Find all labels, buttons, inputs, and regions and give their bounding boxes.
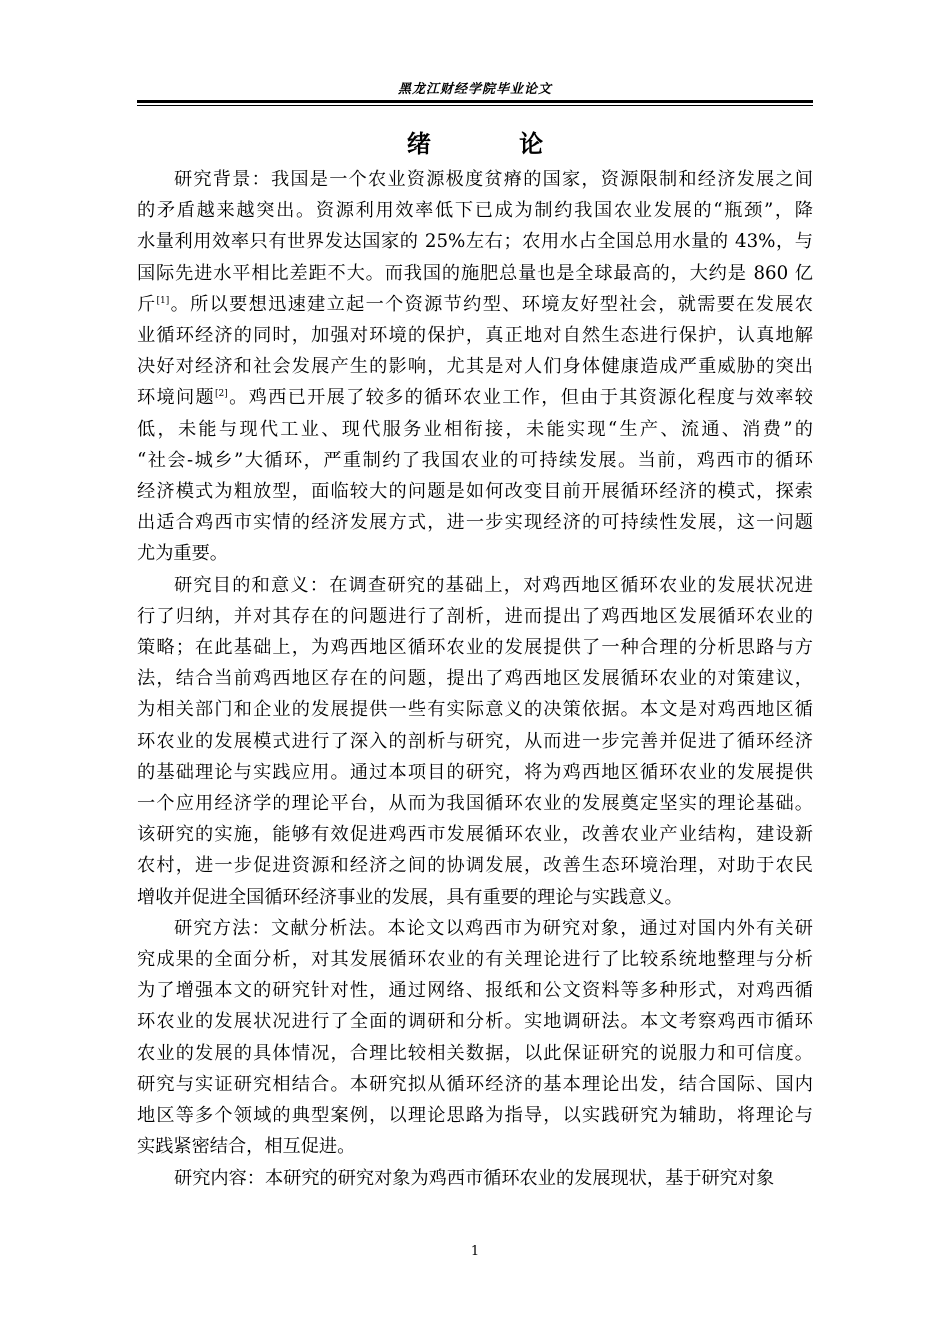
paragraph xyxy=(137,913,813,1163)
text-line: 的矛盾越来越突出。资源利用效率低下已成为制约我国农业发展的“瓶颈”，降 xyxy=(137,200,813,222)
paragraph xyxy=(137,164,813,570)
section-title: 绪 论 xyxy=(406,130,584,158)
paragraph xyxy=(137,570,813,913)
text-line: 斤[1]。所以要想迅速建立起一个资源节约型、环境友好型社会，就需要在发展农 xyxy=(137,293,813,315)
text-line: 环境问题[2]。鸡西已开展了较多的循环农业工作，但由于其资源化程度与效率较 xyxy=(137,387,813,409)
text-line: 实践紧密结合，相互促进。 xyxy=(137,1136,356,1158)
text-line: 尤为重要。 xyxy=(137,543,228,565)
text-line: 究成果的全面分析，对其发展循环农业的有关理论进行了比较系统地整理与分析 xyxy=(137,949,813,971)
text-line: 研究与实证研究相结合。本研究拟从循环经济的基本理论出发，结合国际、国内 xyxy=(137,1073,813,1095)
text-line: 经济模式为粗放型，面临较大的问题是如何改变目前开展循环经济的模式，探索 xyxy=(137,481,813,503)
text-line: 的基础理论与实践应用。通过本项目的研究，将为鸡西地区循环农业的发展提供 xyxy=(137,761,813,783)
citation-marker: [2] xyxy=(215,389,228,400)
text-line: 农村，进一步促进资源和经济之间的协调发展，改善生态环境治理，对助于农民 xyxy=(137,855,813,877)
text-line: 环农业的发展状况进行了全面的调研和分析。实地调研法。本文考察鸡西市循环 xyxy=(137,1011,813,1033)
text-line: 一个应用经济学的理论平台，从而为我国循环农业的发展奠定坚实的理论基础。 xyxy=(137,793,813,815)
text-line: 决好对经济和社会发展产生的影响，尤其是对人们身体健康造成严重威胁的突出 xyxy=(137,356,813,378)
text-line: 低，未能与现代工业、现代服务业相衔接，未能实现“生产、流通、消费”的 xyxy=(137,418,813,440)
text-line: 研究方法：文献分析法。本论文以鸡西市为研究对象，通过对国内外有关研 xyxy=(174,917,813,939)
citation-marker: [1] xyxy=(156,295,170,306)
header-rule-thin xyxy=(137,105,813,106)
text-line: 研究背景：我国是一个农业资源极度贫瘠的国家，资源限制和经济发展之间 xyxy=(174,169,813,190)
text-line: 策略；在此基础上，为鸡西地区循环农业的发展提供了一种合理的分析思路与方 xyxy=(137,637,813,659)
paragraph xyxy=(137,1163,813,1194)
text-line: 地区等多个领域的典型案例，以理论思路为指导，以实践研究为辅助，将理论与 xyxy=(137,1105,813,1127)
text-line: 业循环经济的同时，加强对环境的保护，真正地对自然生态进行保护，认真地解 xyxy=(137,325,813,347)
text-line: 水量利用效率只有世界发达国家的 25%左右；农用水占全国总用水量的 43%，与 xyxy=(137,231,813,253)
text-line: 为了增强本文的研究针对性，通过网络、报纸和公文资料等多种形式，对鸡西循 xyxy=(137,980,813,1002)
text-line: 环农业的发展模式进行了深入的剖析与研究，从而进一步完善并促进了循环经济 xyxy=(137,730,813,752)
text-line: 研究目的和意义：在调查研究的基础上，对鸡西地区循环农业的发展状况进 xyxy=(174,574,813,596)
text-line: 法，结合当前鸡西地区存在的问题，提出了鸡西地区发展循环农业的对策建议， xyxy=(137,668,813,690)
text-line: “社会-城乡”大循环，严重制约了我国农业的可持续发展。当前，鸡西市的循环 xyxy=(137,449,813,471)
text-line: 行了归纳，并对其存在的问题进行了剖析，进而提出了鸡西地区发展循环农业的 xyxy=(137,605,813,627)
header-rule-thick xyxy=(137,100,813,103)
text-line: 研究内容：本研究的研究对象为鸡西市循环农业的发展现状，基于研究对象 xyxy=(174,1167,775,1189)
text-line: 该研究的实施，能够有效促进鸡西市发展循环农业，改善农业产业结构，建设新 xyxy=(137,824,813,846)
body-text xyxy=(137,164,813,1194)
text-line: 农业的发展的具体情况，合理比较相关数据，以此保证研究的说服力和可信度。 xyxy=(137,1042,813,1064)
page-number: 1 xyxy=(470,1244,480,1259)
text-line: 国际先进水平相比差距不大。而我国的施肥总量也是全球最高的，大约是 860 亿 xyxy=(137,262,813,284)
running-header: 黑龙江财经学院毕业论文 xyxy=(397,82,552,97)
text-line: 增收并促进全国循环经济事业的发展，具有重要的理论与实践意义。 xyxy=(137,886,683,908)
text-line: 出适合鸡西市实情的经济发展方式，进一步实现经济的可持续性发展，这一问题 xyxy=(137,512,813,534)
text-line: 为相关部门和企业的发展提供一些有实际意义的决策依据。本文是对鸡西地区循 xyxy=(137,699,813,721)
